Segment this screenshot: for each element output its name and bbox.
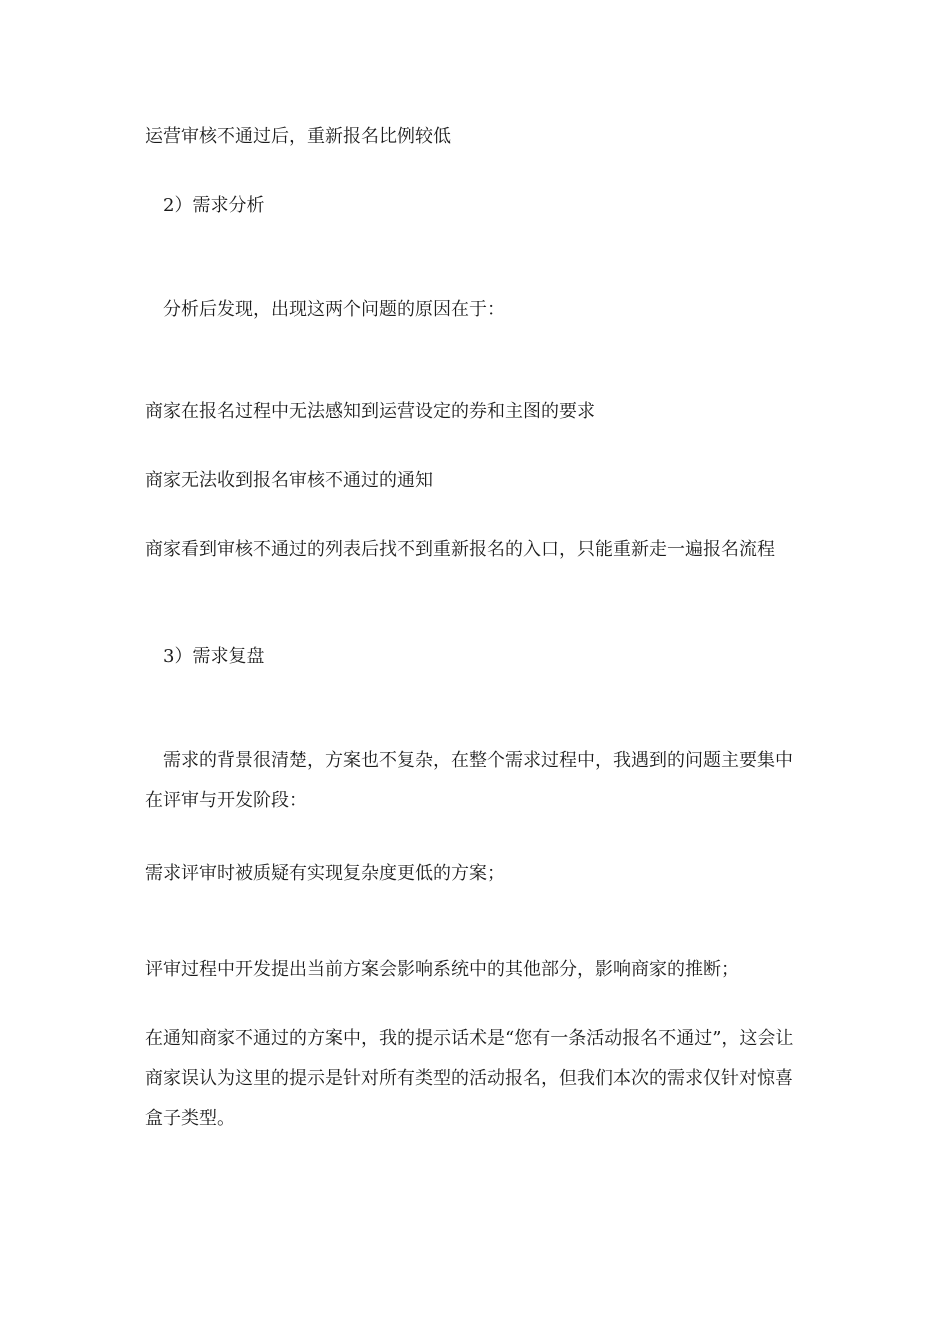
paragraph-text: 运营审核不通过后，重新报名比例较低: [145, 126, 451, 147]
paragraph-text: 需求的背景很清楚，方案也不复杂，在整个需求过程中，我遇到的问题主要集中在评审与开发阶段：: [145, 750, 793, 811]
paragraph-text: 在通知商家不通过的方案中，我的提示话术是“您有一条活动报名不通过”，这会让商家误认为这里的提示是针对所有类型的活动报名，但我们本次的需求仅针对惊喜盒子类型。: [145, 1028, 794, 1129]
section-heading: 2）需求分析: [163, 195, 265, 216]
paragraph-text: 商家无法收到报名审核不通过的通知: [145, 470, 433, 491]
paragraph-text: 分析后发现，出现这两个问题的原因在于：: [163, 299, 505, 320]
paragraph-text: 商家看到审核不通过的列表后找不到重新报名的入口，只能重新走一遍报名流程: [145, 539, 775, 560]
section-heading: 3）需求复盘: [163, 646, 265, 667]
paragraph-text: 评审过程中开发提出当前方案会影响系统中的其他部分，影响商家的推断；: [145, 959, 739, 980]
paragraph-text: 商家在报名过程中无法感知到运营设定的券和主图的要求: [145, 401, 595, 422]
paragraph-text: 需求评审时被质疑有实现复杂度更低的方案；: [145, 863, 505, 884]
